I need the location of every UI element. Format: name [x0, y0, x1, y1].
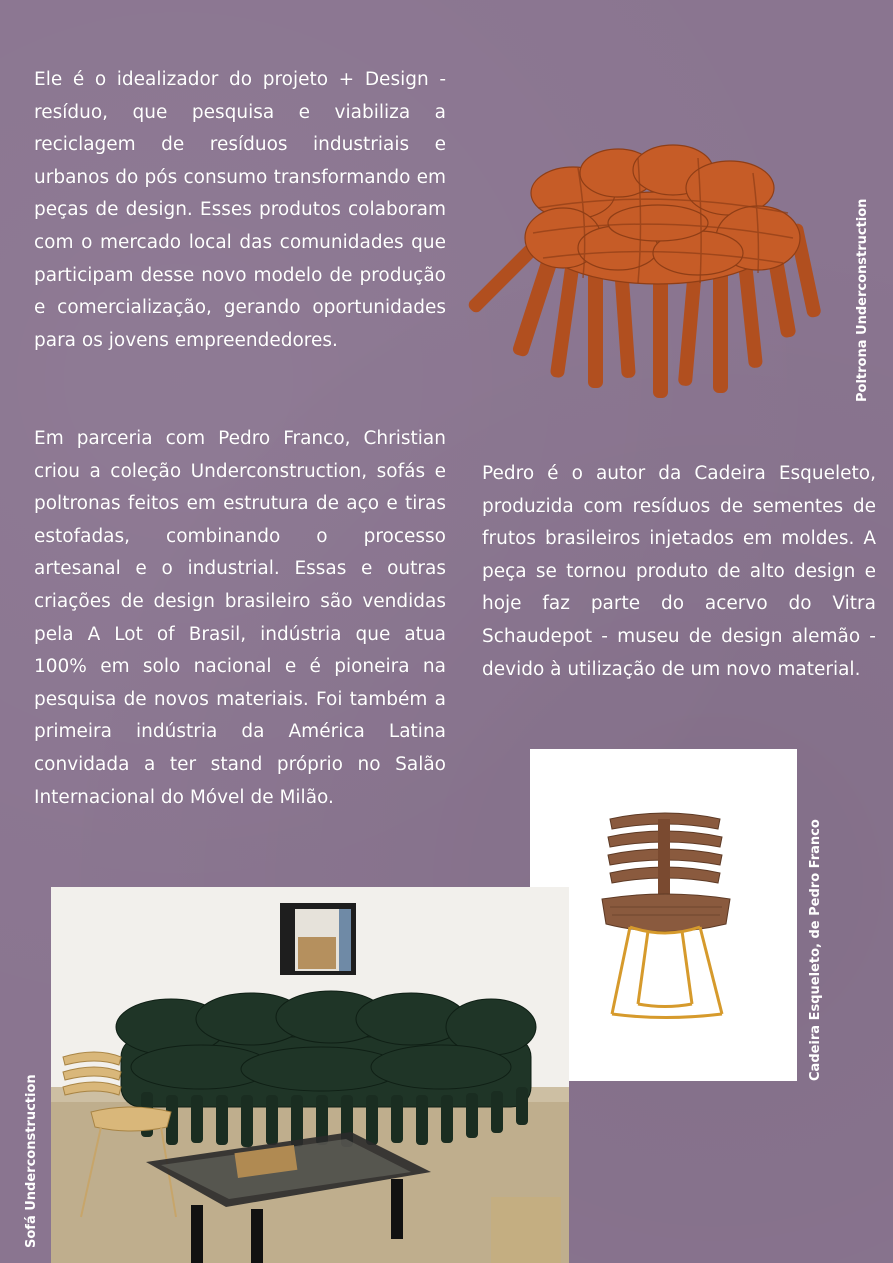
- chair-photo: [530, 749, 797, 1081]
- caption-cadeira: Cadeira Esqueleto, de Pedro Franco: [808, 819, 823, 1081]
- caption-poltrona: Poltrona Underconstruction: [855, 198, 870, 402]
- paragraph-underconstruction: Em parceria com Pedro Franco, Christian criou a coleção Underconstruction, sofás e poltronas feitos em estrutura de aço e tiras estofadas, combinando o processo artesanal e o industrial. Essas e outras criações de design brasileiro são vendidas pela A Lot of Brasil, indústria que atua 100% em solo nacional e é pioneira na pesquisa de novos materiais. Foi também a primeira indústria da América Latina convidada a ter stand próprio no Salão Internacional do Móvel de Milão.: [34, 428, 446, 808]
- sofa-photo: [51, 887, 569, 1263]
- armchair-photo: [468, 128, 840, 410]
- paragraph-designer-intro: Ele é o idealizador do projeto + Design - resíduo, que pesquisa e viabiliza a reciclagem de resíduos industriais e urbanos do pós consumo transformando em peças de design. Esses produtos colaboram com o mercado local das comunidades que participam desse novo modelo de produção e comercialização, gerando oportunidades para os jovens empreendedores.: [34, 69, 446, 351]
- caption-sofa: Sofá Underconstruction: [24, 1074, 39, 1248]
- paragraph-cadeira-esqueleto: Pedro é o autor da Cadeira Esqueleto, produzida com resíduos de sementes de frutos brasileiros injetados em moldes. A peça se tornou produto de alto design e hoje faz parte do acervo do Vitra Schaudepot - museu de design alemão - devido à utilização de um novo material.: [482, 463, 876, 680]
